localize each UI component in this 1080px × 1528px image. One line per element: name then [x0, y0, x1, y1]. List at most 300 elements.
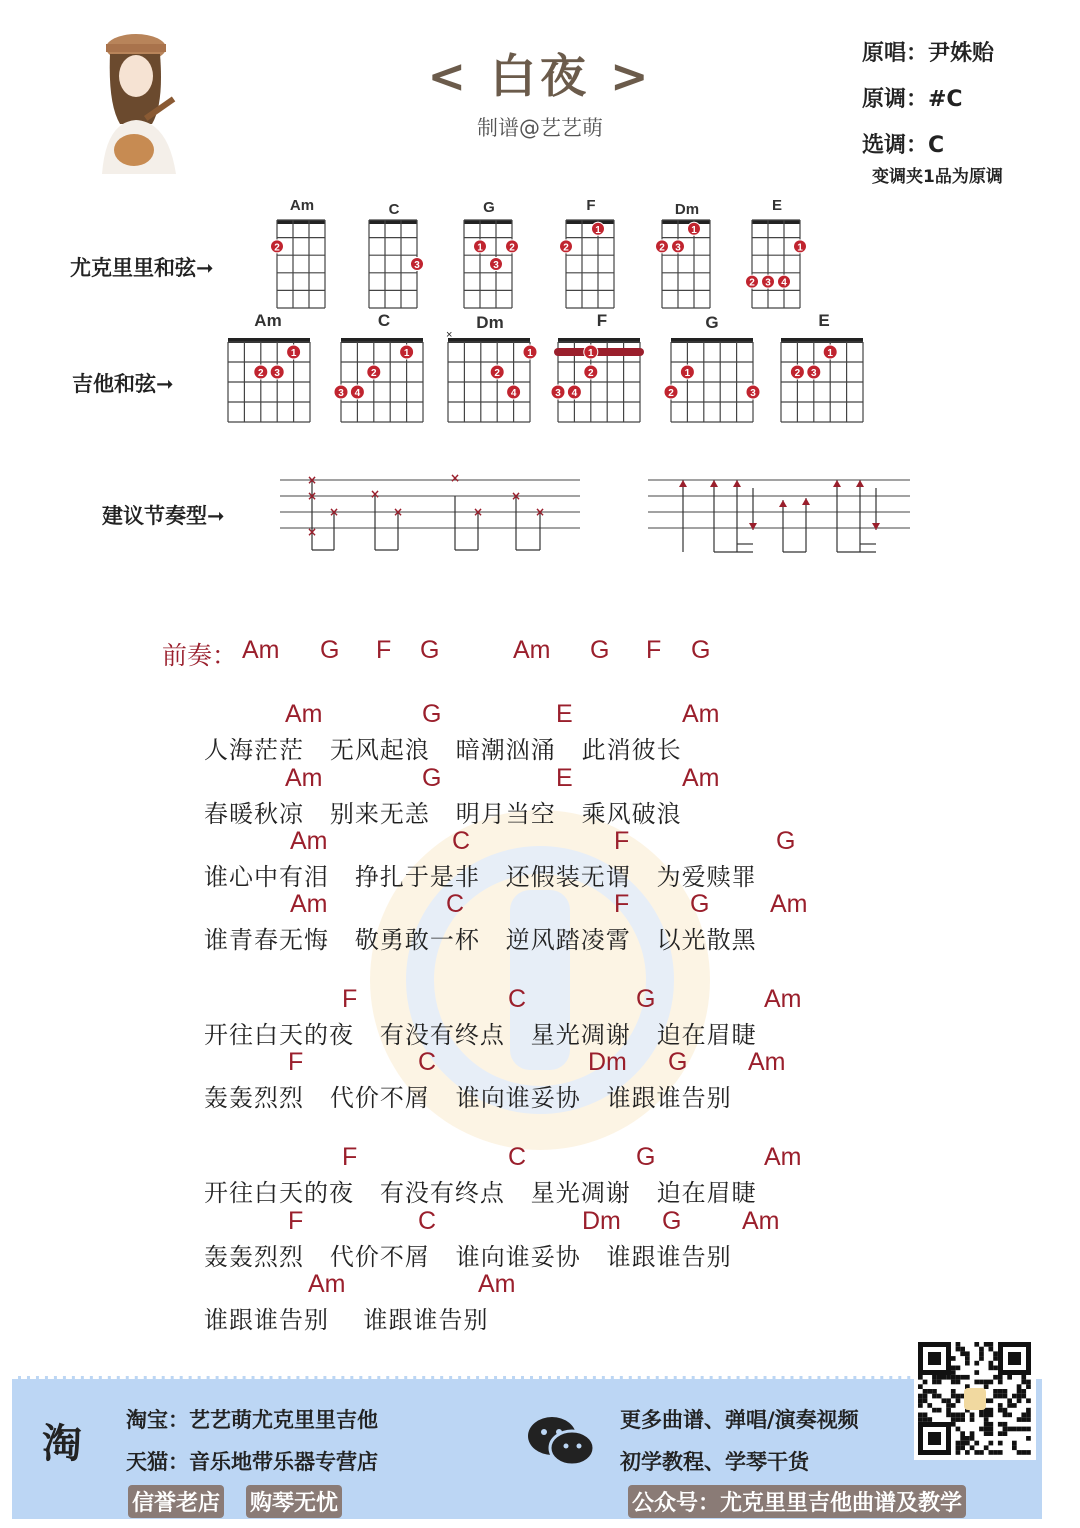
qr-module: [965, 1361, 970, 1366]
intro-label: 前奏：: [162, 642, 238, 670]
finger-number: 4: [781, 277, 787, 289]
qr-module: [979, 1427, 984, 1432]
capo-note: 变调夹1品为原调: [872, 167, 1003, 187]
qr-module: [951, 1422, 956, 1427]
finger-number: 1: [477, 242, 483, 254]
qr-module: [979, 1380, 984, 1385]
qr-module: [932, 1375, 937, 1380]
chord-symbol: F: [614, 827, 630, 855]
finger-number: 3: [765, 277, 771, 289]
taobao-store[interactable]: 淘宝：艺艺萌尤克里里吉他: [126, 1408, 378, 1432]
qr-module: [998, 1408, 1003, 1413]
qr-module: [937, 1394, 942, 1399]
qr-module: [1003, 1431, 1008, 1436]
qr-module: [998, 1389, 1003, 1394]
chord-symbol: C: [418, 1048, 437, 1076]
strike-mark: ×: [306, 525, 318, 539]
uke-nut: [752, 220, 800, 224]
strike-mark: ×: [306, 473, 318, 487]
tmall-store[interactable]: 天猫：音乐地带乐器专营店: [126, 1450, 378, 1474]
qr-module: [1007, 1403, 1012, 1408]
chord-symbol: E: [556, 764, 573, 792]
finger-number: 2: [794, 368, 801, 379]
chord-symbol: Am: [682, 700, 720, 728]
qr-module: [960, 1413, 965, 1418]
uke-chord-name: Dm: [674, 201, 700, 218]
chord-symbol: G: [668, 1048, 688, 1076]
finger-number: 1: [797, 242, 803, 254]
qr-module: [1012, 1441, 1017, 1446]
qr-module: [960, 1431, 965, 1436]
qr-module: [993, 1450, 998, 1455]
qr-module: [993, 1351, 998, 1356]
qr-module: [974, 1380, 979, 1385]
qr-module: [974, 1441, 979, 1446]
original-singer: 原唱：尹姝贻: [862, 41, 995, 66]
finger-number: 2: [258, 368, 264, 379]
qr-module: [989, 1398, 994, 1403]
qr-module: [923, 1398, 928, 1403]
qr-module: [984, 1431, 989, 1436]
qr-module: [989, 1427, 994, 1432]
lyric-line: 轰轰烈烈 代价不屑 谁向谁妥协 谁跟谁告别: [204, 1243, 732, 1271]
qr-module: [951, 1394, 956, 1399]
chord-symbol: G: [422, 764, 442, 792]
qr-module: [951, 1366, 956, 1371]
qr-module: [946, 1408, 951, 1413]
more-content-line1: 更多曲谱、弹唱/演奏视频: [620, 1408, 859, 1432]
qr-module: [970, 1431, 975, 1436]
finger-number: 2: [494, 368, 500, 379]
qr-module: [1026, 1398, 1031, 1403]
qr-module: [984, 1342, 989, 1347]
strum-up-arrow: [802, 498, 810, 505]
qr-module: [1007, 1413, 1012, 1418]
guitar-chord-name: G: [705, 313, 719, 332]
qr-module: [923, 1417, 928, 1422]
chord-symbol: C: [508, 985, 527, 1013]
qr-module: [918, 1413, 923, 1418]
qr-module: [989, 1347, 994, 1352]
intro-chord: G: [691, 636, 711, 664]
qr-module: [951, 1375, 956, 1380]
qr-module: [1017, 1450, 1022, 1455]
qr-module: [993, 1394, 998, 1399]
strum-up-arrow: [679, 480, 687, 487]
finger-number: 4: [571, 388, 578, 399]
ukulele-chords-label: 尤克里里和弦➞: [70, 256, 214, 280]
qr-module: [951, 1417, 956, 1422]
qr-module: [960, 1417, 965, 1422]
strum-up-arrow: [710, 480, 718, 487]
chord-symbol: F: [342, 1143, 358, 1171]
qr-module: [965, 1436, 970, 1441]
qr-module: [974, 1370, 979, 1375]
qr-module: [1003, 1408, 1008, 1413]
qr-module: [989, 1413, 994, 1418]
qr-module: [1007, 1398, 1012, 1403]
intro-chord: F: [646, 636, 662, 664]
finger-number: 3: [555, 388, 561, 399]
qr-module: [965, 1450, 970, 1455]
barre: [554, 348, 644, 356]
lyric-line: 开往白天的夜 有没有终点 星光凋谢 迫在眉睫: [204, 1179, 757, 1207]
uke-nut: [369, 220, 417, 224]
uke-nut: [662, 220, 710, 224]
qr-module: [956, 1427, 961, 1432]
qr-module: [942, 1398, 947, 1403]
qr-module: [923, 1389, 928, 1394]
lyric-line: 谁青春无悔 敬勇敢一杯 逆风踏凌霄 以光散黑: [204, 926, 757, 954]
qr-module: [970, 1413, 975, 1418]
uke-chord-name: G: [483, 199, 495, 216]
qr-module: [1017, 1417, 1022, 1422]
strike-mark: ×: [328, 505, 340, 519]
qr-module: [951, 1403, 956, 1408]
qr-finder-core: [928, 1352, 941, 1365]
strike-mark: ×: [510, 489, 522, 503]
uke-nut: [566, 220, 614, 224]
qr-module: [1003, 1427, 1008, 1432]
qr-module: [1026, 1408, 1031, 1413]
finger-number: 2: [749, 277, 755, 289]
qr-module: [1026, 1450, 1031, 1455]
finger-number: 3: [274, 368, 280, 379]
qr-module: [989, 1431, 994, 1436]
chord-symbol: Am: [290, 827, 328, 855]
qr-module: [956, 1441, 961, 1446]
qr-module: [1021, 1389, 1026, 1394]
qr-module: [932, 1394, 937, 1399]
qr-module: [960, 1445, 965, 1450]
qr-module: [923, 1413, 928, 1418]
finger-number: 3: [493, 260, 499, 271]
strum-up-arrow: [733, 480, 741, 487]
uke-chord-name: Am: [289, 197, 315, 214]
lyric-line: 人海茫茫 无风起浪 暗潮汹涌 此消彼长: [204, 736, 682, 764]
arranger-credit: 制谱@艺艺萌: [477, 116, 603, 140]
rhythm-pattern-diagram: [0, 470, 1080, 560]
qr-module: [974, 1342, 979, 1347]
guitar-chord-diagrams: [0, 330, 1080, 430]
strike-mark: ×: [472, 505, 484, 519]
intro-chord: Am: [513, 636, 551, 664]
chord-symbol: F: [614, 890, 630, 918]
qr-module: [956, 1380, 961, 1385]
intro-chord: G: [420, 636, 440, 664]
finger-number: 4: [354, 388, 361, 399]
chord-symbol: F: [342, 985, 358, 1013]
qr-module: [984, 1422, 989, 1427]
strike-mark: ×: [449, 471, 461, 485]
qr-module: [1026, 1427, 1031, 1432]
qr-module: [998, 1403, 1003, 1408]
qr-module: [960, 1436, 965, 1441]
qr-module: [1021, 1380, 1026, 1385]
qr-module: [946, 1398, 951, 1403]
qr-module: [1003, 1422, 1008, 1427]
qr-module: [965, 1351, 970, 1356]
qr-module: [1003, 1389, 1008, 1394]
song-title: < 白夜 >: [427, 49, 653, 103]
qr-module: [965, 1356, 970, 1361]
chord-symbol: C: [452, 827, 471, 855]
intro-chord: G: [590, 636, 610, 664]
finger-number: 1: [527, 348, 533, 359]
qr-module: [956, 1450, 961, 1455]
strum-up-arrow: [856, 480, 864, 487]
qr-module: [1003, 1413, 1008, 1418]
original-key: 原调：#C: [862, 87, 963, 112]
wechat-account[interactable]: 公众号：尤克里里吉他曲谱及教学: [628, 1485, 966, 1518]
qr-finder-core: [1008, 1352, 1021, 1365]
chord-symbol: G: [636, 1143, 656, 1171]
taobao-icon: 淘: [42, 1421, 82, 1467]
qr-module: [993, 1356, 998, 1361]
qr-module: [998, 1441, 1003, 1446]
qr-module: [989, 1441, 994, 1446]
chord-symbol: Am: [285, 700, 323, 728]
qr-module: [956, 1342, 961, 1347]
badge-reputation: 信誉老店: [128, 1485, 224, 1518]
finger-number: 2: [588, 368, 594, 379]
qr-module: [956, 1366, 961, 1371]
qr-center-logo: [964, 1388, 986, 1410]
qr-module: [998, 1380, 1003, 1385]
intro-chord: Am: [242, 636, 280, 664]
finger-number: 3: [338, 388, 344, 399]
qr-module: [927, 1389, 932, 1394]
qr-module: [998, 1375, 1003, 1380]
finger-number: 1: [827, 348, 833, 359]
qr-module: [984, 1413, 989, 1418]
intro-chord: G: [320, 636, 340, 664]
qr-module: [1007, 1427, 1012, 1432]
qr-module: [918, 1394, 923, 1399]
chord-symbol: Dm: [582, 1207, 621, 1235]
qr-module: [960, 1351, 965, 1356]
ukulele-chord-diagrams: [0, 210, 1080, 310]
finger-number: 1: [691, 224, 697, 236]
qr-module: [979, 1351, 984, 1356]
qr-module: [993, 1389, 998, 1394]
qr-module: [918, 1398, 923, 1403]
qr-module: [1003, 1394, 1008, 1399]
strike-mark: ×: [306, 489, 318, 503]
qr-module: [979, 1356, 984, 1361]
qr-module: [989, 1450, 994, 1455]
qr-module: [1017, 1427, 1022, 1432]
qr-module: [960, 1347, 965, 1352]
strum-up-arrow: [779, 500, 787, 507]
qr-module: [965, 1375, 970, 1380]
chord-symbol: F: [288, 1048, 304, 1076]
qr-module: [951, 1356, 956, 1361]
qr-module: [1021, 1417, 1026, 1422]
guitar-chords-label: 吉他和弦➞: [72, 372, 174, 396]
qr-module: [918, 1375, 923, 1380]
qr-module: [937, 1375, 942, 1380]
finger-number: 2: [668, 388, 674, 399]
qr-module: [979, 1413, 984, 1418]
qr-module: [993, 1375, 998, 1380]
qr-module: [1021, 1394, 1026, 1399]
qr-code[interactable]: [914, 1338, 1036, 1460]
qr-module: [984, 1445, 989, 1450]
qr-module: [1017, 1398, 1022, 1403]
qr-module: [989, 1361, 994, 1366]
qr-finder-core: [928, 1432, 941, 1445]
finger-number: 3: [675, 242, 681, 254]
qr-module: [998, 1422, 1003, 1427]
chord-symbol: F: [288, 1207, 304, 1235]
qr-module: [951, 1370, 956, 1375]
qr-module: [918, 1384, 923, 1389]
qr-module: [956, 1398, 961, 1403]
qr-module: [956, 1445, 961, 1450]
qr-module: [998, 1450, 1003, 1455]
qr-module: [923, 1394, 928, 1399]
uke-nut: [277, 220, 325, 224]
chord-symbol: G: [662, 1207, 682, 1235]
qr-module: [1007, 1375, 1012, 1380]
finger-number: 3: [750, 388, 756, 399]
qr-module: [974, 1450, 979, 1455]
guitar-chord-name: Dm: [476, 313, 504, 332]
badge-worry-free: 购琴无忧: [246, 1485, 342, 1518]
lyric-line: 春暖秋凉 别来无恙 明月当空 乘风破浪: [204, 800, 682, 828]
finger-number: 1: [588, 348, 594, 359]
qr-module: [1021, 1375, 1026, 1380]
qr-module: [984, 1380, 989, 1385]
muted-string-mark: ×: [446, 330, 453, 341]
strike-mark: ×: [369, 487, 381, 501]
uke-nut: [464, 220, 512, 224]
qr-module: [984, 1384, 989, 1389]
chord-symbol: E: [556, 700, 573, 728]
qr-module: [932, 1380, 937, 1385]
lyric-line: 谁心中有泪 挣扎于是非 还假装无谓 为爱赎罪: [204, 863, 757, 891]
qr-module: [927, 1403, 932, 1408]
qr-module: [965, 1441, 970, 1446]
qr-module: [951, 1389, 956, 1394]
qr-module: [1026, 1380, 1031, 1385]
guitar-chord-name: F: [596, 311, 608, 330]
intro-chord: F: [376, 636, 392, 664]
finger-number: 1: [403, 348, 410, 359]
qr-module: [1017, 1384, 1022, 1389]
finger-number: 2: [659, 242, 665, 254]
finger-number: 2: [371, 368, 377, 379]
strike-mark: ×: [534, 505, 546, 519]
qr-module: [970, 1417, 975, 1422]
qr-module: [956, 1417, 961, 1422]
qr-module: [989, 1342, 994, 1347]
finger-number: 2: [509, 242, 515, 254]
qr-module: [974, 1361, 979, 1366]
lyric-line: 轰轰烈烈 代价不屑 谁向谁妥协 谁跟谁告别: [204, 1084, 732, 1112]
qr-module: [989, 1380, 994, 1385]
qr-module: [979, 1450, 984, 1455]
qr-module: [956, 1413, 961, 1418]
chord-symbol: Am: [764, 985, 802, 1013]
qr-module: [1026, 1417, 1031, 1422]
chord-symbol: Am: [770, 890, 808, 918]
qr-module: [951, 1413, 956, 1418]
qr-module: [998, 1431, 1003, 1436]
wechat-icon: [526, 1414, 596, 1470]
qr-module: [932, 1408, 937, 1413]
qr-module: [923, 1380, 928, 1385]
chord-symbol: Dm: [588, 1048, 627, 1076]
chord-symbol: G: [690, 890, 710, 918]
chord-symbol: C: [508, 1143, 527, 1171]
chord-symbol: G: [776, 827, 796, 855]
finger-number: 1: [595, 224, 601, 236]
qr-module: [1017, 1394, 1022, 1399]
chord-symbol: C: [418, 1207, 437, 1235]
finger-number: 1: [684, 368, 691, 379]
lyric-line: 开往白天的夜 有没有终点 星光凋谢 迫在眉睫: [204, 1021, 757, 1049]
qr-module: [942, 1375, 947, 1380]
rhythm-pattern-label: 建议节奏型➞: [102, 504, 225, 528]
chord-symbol: Am: [748, 1048, 786, 1076]
qr-module: [956, 1375, 961, 1380]
qr-module: [946, 1375, 951, 1380]
uke-chord-name: E: [771, 197, 782, 214]
chord-symbol: Am: [290, 890, 328, 918]
qr-module: [932, 1389, 937, 1394]
qr-module: [1026, 1413, 1031, 1418]
qr-module: [970, 1436, 975, 1441]
finger-number: 3: [414, 260, 420, 271]
qr-module: [984, 1427, 989, 1432]
qr-module: [1021, 1450, 1026, 1455]
finger-number: 4: [510, 388, 517, 399]
qr-module: [1012, 1403, 1017, 1408]
more-content-line2: 初学教程、学琴干货: [620, 1450, 809, 1474]
chord-symbol: C: [446, 890, 465, 918]
chord-symbol: Am: [764, 1143, 802, 1171]
finger-number: 2: [274, 242, 280, 254]
qr-module: [956, 1347, 961, 1352]
qr-module: [1012, 1394, 1017, 1399]
chord-symbol: G: [636, 985, 656, 1013]
guitar-chord-name: C: [377, 311, 391, 330]
chord-symbol: G: [422, 700, 442, 728]
strum-down-arrow: [872, 523, 880, 530]
qr-module: [918, 1417, 923, 1422]
qr-module: [1012, 1445, 1017, 1450]
qr-module: [998, 1394, 1003, 1399]
guitar-chord-name: E: [818, 311, 830, 330]
strum-down-arrow: [749, 523, 757, 530]
qr-module: [937, 1408, 942, 1413]
finger-number: 2: [563, 242, 569, 254]
qr-module: [984, 1417, 989, 1422]
uke-chord-name: C: [388, 201, 400, 218]
qr-module: [970, 1445, 975, 1450]
chord-symbol: Am: [742, 1207, 780, 1235]
finger-number: 3: [811, 368, 817, 379]
qr-module: [1026, 1384, 1031, 1389]
qr-module: [918, 1403, 923, 1408]
qr-module: [993, 1366, 998, 1371]
qr-module: [1021, 1427, 1026, 1432]
guitar-chord-name: Am: [254, 311, 282, 330]
qr-module: [956, 1394, 961, 1399]
qr-module: [989, 1422, 994, 1427]
